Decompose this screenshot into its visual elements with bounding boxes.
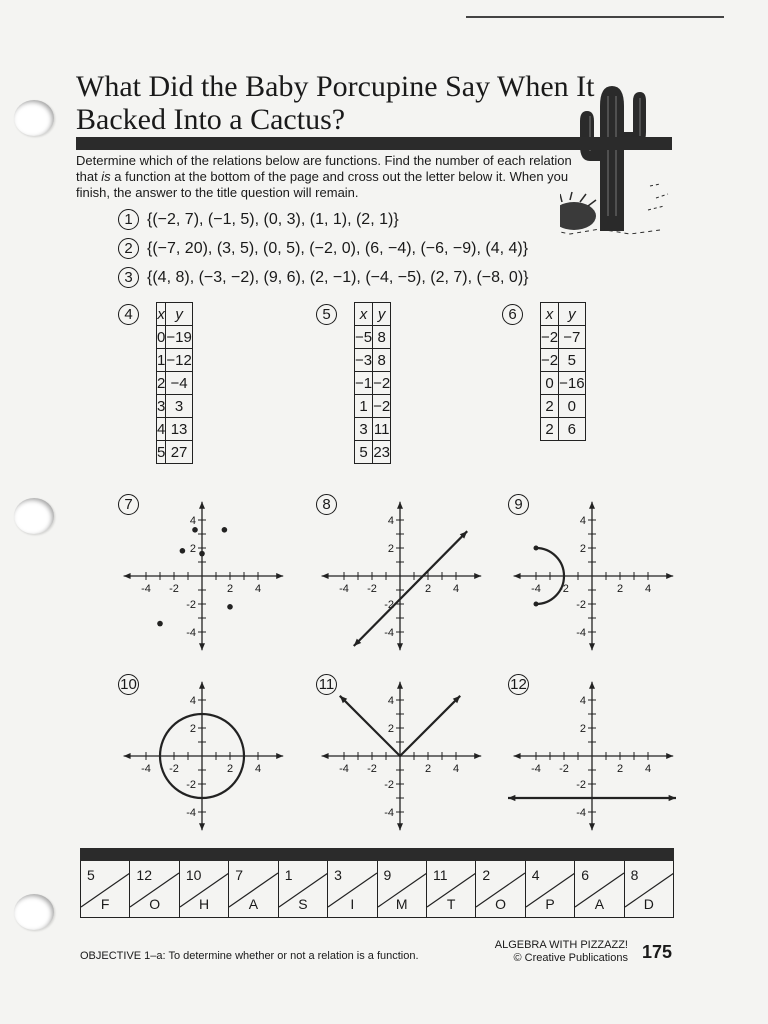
table-cell: −5 (355, 326, 373, 349)
answer-letter: S (298, 896, 308, 912)
x-tick-label: -4 (339, 583, 349, 595)
answer-letter: A (248, 896, 259, 912)
x-axis-arrow (666, 753, 673, 759)
answer-number: 7 (235, 867, 244, 883)
answer-letter: O (495, 896, 507, 912)
table-row (541, 349, 586, 372)
relation-number: 1 (118, 209, 139, 230)
title-bar (76, 137, 672, 150)
answer-key (80, 848, 674, 918)
answer-key-row (80, 861, 674, 918)
relation-set: {(−7, 20), (3, 5), (0, 5), (−2, 0), (6, −4), (−6, −9), (4, 4)} (147, 239, 529, 257)
data-point (192, 527, 198, 533)
answer-letter: D (643, 896, 654, 912)
table-cell: −12 (166, 349, 192, 372)
x-tick-label: 2 (424, 583, 432, 595)
answer-number: 11 (432, 867, 448, 883)
table-row (157, 326, 193, 349)
coordinate-graph (508, 674, 708, 844)
answer-number: 4 (531, 867, 540, 883)
relation-number: 7 (118, 494, 139, 515)
relation-graph-11 (316, 674, 516, 844)
answer-number: 5 (87, 867, 95, 883)
top-rule (466, 16, 724, 18)
relation-graph-12 (508, 674, 708, 844)
y-tick-label: 2 (387, 543, 394, 555)
binder-hole-bottom (14, 894, 54, 930)
data-point (222, 527, 228, 533)
x-tick-label: 4 (452, 763, 460, 775)
table-cell: 5 (355, 441, 373, 464)
answer-letter: T (446, 896, 456, 912)
x-axis-arrow (124, 573, 131, 579)
table-row (355, 441, 391, 464)
x-tick-label: -4 (339, 763, 349, 775)
answer-cell (476, 861, 525, 917)
y-tick-label: 4 (189, 515, 196, 527)
answer-number: 1 (284, 867, 293, 883)
answer-cell (130, 861, 179, 917)
relation-number: 6 (502, 304, 523, 325)
y-axis-arrow (199, 502, 205, 509)
relation-graph-8 (316, 494, 516, 664)
objective-text: OBJECTIVE 1–a: To determine whether or not a relation is a function. (80, 950, 419, 962)
answer-cell (180, 861, 229, 917)
x-tick-label: 2 (616, 763, 624, 775)
x-tick-label: -4 (531, 583, 541, 595)
column-header: x (541, 303, 559, 326)
x-tick-label: 4 (644, 763, 652, 775)
table-cell: 3 (166, 395, 192, 418)
table-cell: 2 (541, 418, 559, 441)
coordinate-graph (118, 494, 318, 664)
y-tick-label: -2 (186, 599, 196, 611)
binder-hole-middle (14, 498, 54, 534)
y-tick-label: -4 (576, 807, 586, 819)
column-header: y (559, 303, 585, 326)
column-header: x (355, 303, 373, 326)
answer-number: 6 (581, 867, 590, 883)
relation-graph-10 (118, 674, 318, 844)
table-cell: 3 (355, 418, 373, 441)
x-tick-label: 2 (226, 583, 234, 595)
table-row (541, 395, 586, 418)
relation-1 (118, 209, 399, 230)
data-point (227, 604, 233, 610)
answer-letter: P (545, 896, 555, 912)
y-axis-arrow (589, 502, 595, 509)
table-cell: −3 (355, 349, 373, 372)
relation-graph-7 (118, 494, 318, 664)
table-row (355, 326, 391, 349)
table-row (355, 395, 391, 418)
relation-number: 4 (118, 304, 139, 325)
table-cell: 0 (559, 395, 585, 418)
table-cell: −1 (355, 372, 373, 395)
answer-number: 9 (383, 867, 392, 883)
answer-letter: A (594, 896, 605, 912)
line-arrow (508, 795, 515, 801)
relation-graph-9 (508, 494, 708, 664)
y-axis-arrow (199, 823, 205, 830)
answer-cell (378, 861, 427, 917)
relation-number: 10 (118, 674, 139, 695)
y-axis-arrow (397, 823, 403, 830)
relation-number: 9 (508, 494, 529, 515)
x-tick-label: -2 (169, 583, 179, 595)
table-cell: 5 (559, 349, 585, 372)
instructions: Determine which of the relations below are functions. Find the number of each relation that is a function at the bottom of the page and cross out the letter below it. When you finish, the answer to the title question will remain. (76, 153, 572, 200)
table-row (355, 418, 391, 441)
table-cell: 6 (559, 418, 585, 441)
relation-number: 11 (316, 674, 337, 695)
answer-cell (328, 861, 377, 917)
x-tick-label: -4 (141, 763, 151, 775)
table-cell: −2 (373, 395, 391, 418)
relation-2 (118, 238, 528, 259)
x-axis-arrow (514, 573, 521, 579)
relation-number: 2 (118, 238, 139, 259)
table-cell: 2 (157, 372, 166, 395)
x-tick-label: -2 (559, 583, 569, 595)
table-cell: 13 (166, 418, 192, 441)
y-tick-label: -4 (384, 627, 394, 639)
answer-letter: I (350, 896, 355, 912)
page-number: 175 (642, 942, 673, 962)
column-header: y (166, 303, 192, 326)
table-cell: −2 (373, 372, 391, 395)
endpoint (534, 602, 539, 607)
table-header-row (157, 303, 193, 326)
cactus-illustration (560, 66, 700, 236)
relation-set: {(−2, 7), (−1, 5), (0, 3), (1, 1), (2, 1)} (147, 210, 399, 228)
table-cell: 8 (373, 326, 391, 349)
answer-number: 12 (136, 867, 152, 883)
table-cell: −7 (559, 326, 585, 349)
table-cell: −4 (166, 372, 192, 395)
y-tick-label: 2 (579, 723, 586, 735)
y-tick-label: 4 (579, 515, 586, 527)
y-tick-label: 4 (387, 695, 394, 707)
x-tick-label: 2 (424, 763, 432, 775)
y-tick-label: -2 (384, 779, 394, 791)
y-tick-label: 2 (189, 723, 196, 735)
y-axis-arrow (589, 823, 595, 830)
table-row (355, 349, 391, 372)
x-axis-arrow (666, 573, 673, 579)
x-tick-label: 4 (452, 583, 460, 595)
table-cell: −16 (559, 372, 585, 395)
coordinate-graph (118, 674, 318, 844)
y-tick-label: -2 (576, 599, 586, 611)
table-cell: 0 (157, 326, 166, 349)
x-axis-arrow (322, 753, 329, 759)
y-tick-label: -2 (576, 779, 586, 791)
x-axis-arrow (124, 753, 131, 759)
x-tick-label: 4 (254, 763, 262, 775)
x-axis-arrow (276, 573, 283, 579)
table-row (157, 395, 193, 418)
table-cell: 5 (157, 441, 166, 464)
y-axis-arrow (397, 682, 403, 689)
relation-number: 12 (508, 674, 529, 695)
x-tick-label: -2 (367, 763, 377, 775)
x-tick-label: 4 (644, 583, 652, 595)
x-axis-arrow (514, 753, 521, 759)
x-axis-arrow (474, 573, 481, 579)
table-row (541, 372, 586, 395)
data-point (157, 621, 163, 627)
table-row (541, 326, 586, 349)
table-cell: 23 (373, 441, 391, 464)
x-tick-label: -2 (169, 763, 179, 775)
coordinate-graph (316, 674, 516, 844)
xy-table (156, 302, 193, 464)
answer-number: 3 (334, 867, 342, 883)
table-cell: −2 (541, 326, 559, 349)
table-cell: 4 (157, 418, 166, 441)
table-cell: 2 (541, 395, 559, 418)
x-tick-label: -2 (559, 763, 569, 775)
coordinate-graph (508, 494, 708, 664)
y-axis-arrow (397, 643, 403, 650)
x-axis-arrow (276, 753, 283, 759)
y-tick-label: 4 (387, 515, 394, 527)
xy-table (354, 302, 391, 464)
table-header-row (355, 303, 391, 326)
y-axis-arrow (199, 643, 205, 650)
answer-key-bar (80, 848, 674, 861)
y-axis-arrow (199, 682, 205, 689)
table-cell: 1 (157, 349, 166, 372)
answer-cell (427, 861, 476, 917)
column-header: x (157, 303, 166, 326)
endpoint (534, 546, 539, 551)
y-tick-label: 2 (189, 543, 196, 555)
table-cell: 3 (157, 395, 166, 418)
xy-table (540, 302, 586, 441)
table-row (157, 418, 193, 441)
relation-number: 8 (316, 494, 337, 515)
book-title: ALGEBRA WITH PIZZAZZ! (494, 939, 628, 951)
table-cell: 1 (355, 395, 373, 418)
answer-cell (279, 861, 328, 917)
y-tick-label: -2 (186, 779, 196, 791)
y-tick-label: -4 (186, 807, 196, 819)
answer-cell (625, 861, 673, 917)
x-axis-arrow (322, 573, 329, 579)
y-axis-arrow (397, 502, 403, 509)
x-tick-label: -2 (367, 583, 377, 595)
relation-number: 3 (118, 267, 139, 288)
line-arrow (669, 795, 676, 801)
table-row (157, 441, 193, 464)
column-header: y (373, 303, 391, 326)
answer-cell (229, 861, 278, 917)
y-tick-label: 2 (387, 723, 394, 735)
relation-set: {(4, 8), (−3, −2), (9, 6), (2, −1), (−4, −5), (2, 7), (−8, 0)} (147, 268, 529, 286)
answer-letter: O (149, 896, 161, 912)
table-cell: 0 (541, 372, 559, 395)
x-axis-arrow (474, 753, 481, 759)
x-tick-label: 2 (616, 583, 624, 595)
x-tick-label: 4 (254, 583, 262, 595)
data-point (180, 548, 186, 554)
answer-number: 2 (482, 867, 491, 883)
table-cell: 8 (373, 349, 391, 372)
y-axis-arrow (589, 643, 595, 650)
table-row (157, 372, 193, 395)
table-header-row (541, 303, 586, 326)
answer-letter: H (198, 896, 210, 912)
y-tick-label: 2 (579, 543, 586, 555)
answer-cell (575, 861, 624, 917)
page-title: What Did the Baby Porcupine Say When It Backed Into a Cactus? (76, 70, 595, 136)
answer-cell (526, 861, 575, 917)
answer-number: 10 (185, 867, 202, 883)
table-row (355, 372, 391, 395)
book-credit (468, 939, 628, 965)
y-tick-label: -4 (384, 807, 394, 819)
data-point (199, 551, 205, 557)
answer-number: 8 (630, 867, 639, 883)
answer-letter: F (100, 896, 110, 912)
x-tick-label: -4 (141, 583, 151, 595)
x-tick-label: -4 (531, 763, 541, 775)
table-cell: 27 (166, 441, 192, 464)
table-cell: 11 (373, 418, 391, 441)
binder-hole-top (14, 100, 54, 136)
answer-cell (81, 861, 130, 917)
y-tick-label: 4 (189, 695, 196, 707)
table-cell: −19 (166, 326, 192, 349)
answer-letter: M (395, 896, 408, 912)
coordinate-graph (316, 494, 516, 664)
publisher: © Creative Publications (513, 952, 628, 964)
y-tick-label: 4 (579, 695, 586, 707)
y-tick-label: -4 (186, 627, 196, 639)
relation-number: 5 (316, 304, 337, 325)
relation-3 (118, 267, 529, 288)
y-axis-arrow (589, 682, 595, 689)
x-tick-label: 2 (226, 763, 234, 775)
y-tick-label: -4 (576, 627, 586, 639)
table-cell: −2 (541, 349, 559, 372)
y-tick-label: -2 (384, 599, 394, 611)
table-row (541, 418, 586, 441)
table-row (157, 349, 193, 372)
